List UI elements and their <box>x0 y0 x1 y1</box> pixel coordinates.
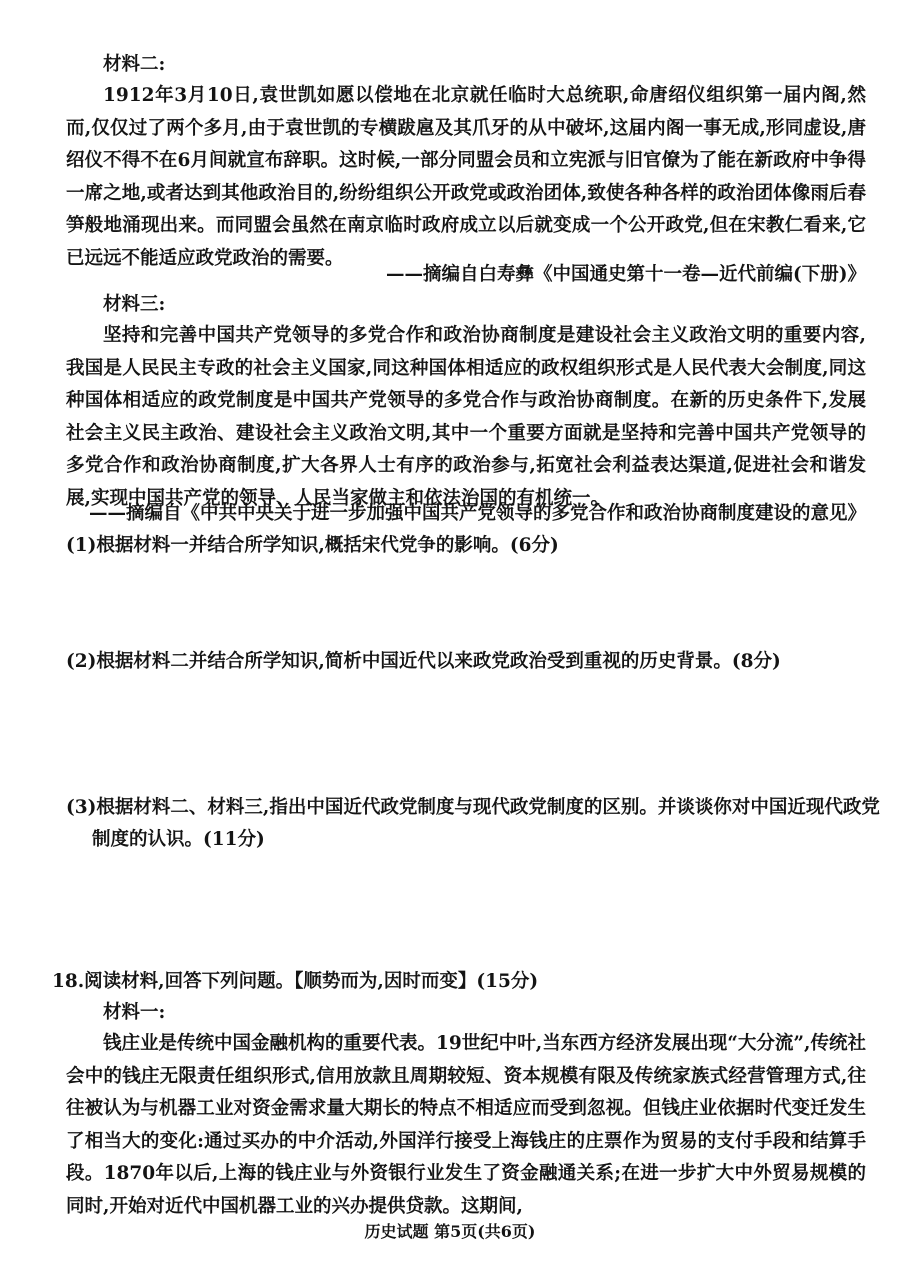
material2-heading: 材料二: <box>103 54 166 75</box>
question-2: (2)根据材料二并结合所学知识,简析中国近代以来政党政治受到重视的历史背景。(8分) <box>66 651 781 672</box>
material2-source: ——摘编自白寿彝《中国通史第十一卷—近代前编(下册)》 <box>385 264 866 285</box>
question-18-title: 18.阅读材料,回答下列问题。【顺势而为,因时而变】(15分) <box>52 971 539 992</box>
question-3: (3)根据材料二、材料三,指出中国近代政党制度与现代政党制度的区别。并谈谈你对中国近现代政党制度的认识。(11分) <box>66 797 880 850</box>
material3-text: 坚持和完善中国共产党领导的多党合作和政治协商制度是建设社会主义政治文明的重要内容,我国是人民民主专政的社会主义国家,同这种国体相适应的政权组织形式是人民代表大会制度,同这种国体相适应的政党制度是中国共产党领导的多党合作与政治协商制度。在新的历史条件下,发展社会主义民主政治、建设社会主义政治文明,其中一个重要方面就是坚持和完善中国共产党领导的多党合作和政治协商制度,扩大各界人士有序的政治参与,拓宽社会利益表达渠道,促进社会和谐发展,实现中国共产党的领导、人民当家做主和依法治国的有机统一。 <box>66 325 866 509</box>
material3-heading: 材料三: <box>103 294 166 315</box>
material2-text: 1912年3月10日,袁世凯如愿以偿地在北京就任临时大总统职,命唐绍仪组织第一届内阁,然而,仅仅过了两个多月,由于袁世凯的专横跋扈及其爪牙的从中破坏,这届内阁一事无成,形同虚设,唐绍仪不得不在6月间就宣布辞职。这时候,一部分同盟会员和立宪派与旧官僚为了能在新政府中争得一席之地,或者达到其他政治目的,纷纷组织公开政党或政治团体,致使各种各样的政治团体像雨后春笋般地涌现出来。而同盟会虽然在南京临时政府成立以后就变成一个公开政党,但在宋教仁看来,它已远远不能适应政党政治的需要。 <box>66 85 866 269</box>
question-1: (1)根据材料一并结合所学知识,概括宋代党争的影响。(6分) <box>66 535 559 556</box>
page-footer: 历史试题 第5页(共6页) <box>364 1222 536 1241</box>
q18-material1-text: 钱庄业是传统中国金融机构的重要代表。19世纪中叶,当东西方经济发展出现“大分流”,传统社会中的钱庄无限责任组织形式,信用放款且周期较短、资本规模有限及传统家族式经营管理方式,往往被认为与机器工业对资金需求量大期长的特点不相适应而受到忽视。但钱庄业依据时代变迁发生了相当大的变化:通过买办的中介活动,外国洋行接受上海钱庄的庄票作为贸易的支付手段和结算手段。1870年以后,上海的钱庄业与外资银行业发生了资金融通关系;在进一步扩大中外贸易规模的同时,开始对近代中国机器工业的兴办提供贷款。这期间, <box>66 1033 866 1217</box>
material3-source: ——摘编自《中共中央关于进一步加强中国共产党领导的多党合作和政治协商制度建设的意见》 <box>88 503 866 524</box>
q18-material1-heading: 材料一: <box>103 1002 166 1023</box>
